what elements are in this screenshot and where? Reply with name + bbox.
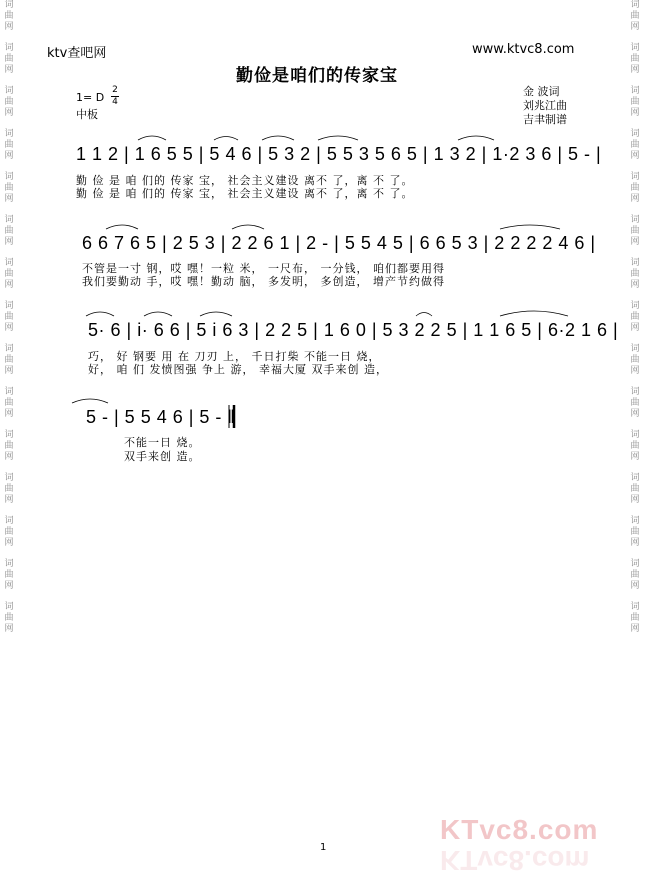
margin-glyph: 曲 bbox=[4, 484, 14, 494]
notation-line-2: 6 6 7 6 5 | 2 5 3 | 2 2 6 1 | 2 - | 5 5 4 5 | 6 6 5 3 | 2 2 2 2 4 6 | bbox=[82, 233, 596, 253]
margin-glyph: 词 bbox=[4, 387, 14, 397]
margin-glyph: 网 bbox=[630, 624, 640, 634]
margin-glyph: 网 bbox=[4, 624, 14, 634]
margin-glyph: 曲 bbox=[630, 54, 640, 64]
margin-glyph: 曲 bbox=[4, 312, 14, 322]
tempo-marking: 中板 bbox=[76, 108, 98, 121]
margin-glyph: 词 bbox=[630, 344, 640, 354]
notation-line-3: 5· 6 | i· 6 6 | 5 i 6 3 | 2 2 5 | 1 6 0 | 5 3 2 2 5 | 1 1 6 5 | 6·2 1 6 | bbox=[88, 320, 619, 340]
lyrics-line-1-verse-2: 勤 俭 是 咱 们的 传家 宝， 社会主义建设 离不 了，离 不 了。 bbox=[76, 187, 414, 200]
margin-glyph: 曲 bbox=[630, 484, 640, 494]
site-name-left: ktv查吧网 bbox=[47, 46, 107, 61]
margin-glyph: 网 bbox=[4, 151, 14, 161]
margin-glyph: 曲 bbox=[4, 355, 14, 365]
lyrics-line-1-verse-1: 勤 俭 是 咱 们的 传家 宝， 社会主义建设 离不 了，离 不 了。 bbox=[76, 174, 414, 187]
margin-glyph: 网 bbox=[630, 581, 640, 591]
margin-glyph: 曲 bbox=[4, 11, 14, 21]
margin-glyph: 词 bbox=[4, 344, 14, 354]
margin-glyph: 网 bbox=[4, 409, 14, 419]
margin-glyph: 词 bbox=[630, 129, 640, 139]
margin-glyph: 词 bbox=[4, 430, 14, 440]
lyrics-line-2-verse-1: 不管是一寸 钢，哎 嘿！一粒 米， 一尺布， 一分钱， 咱们都要用得 bbox=[82, 262, 445, 275]
margin-glyph: 网 bbox=[630, 65, 640, 75]
margin-glyph: 词 bbox=[4, 516, 14, 526]
margin-glyph: 曲 bbox=[630, 570, 640, 580]
margin-glyph: 曲 bbox=[630, 11, 640, 21]
margin-glyph: 网 bbox=[4, 495, 14, 505]
margin-glyph: 词 bbox=[4, 43, 14, 53]
margin-glyph: 网 bbox=[630, 452, 640, 462]
site-url-right: www.ktvc8.com bbox=[472, 42, 575, 57]
margin-glyph: 曲 bbox=[4, 140, 14, 150]
margin-glyph: 网 bbox=[630, 495, 640, 505]
margin-glyph: 网 bbox=[4, 22, 14, 32]
margin-glyph: 曲 bbox=[4, 613, 14, 623]
page-number: 1 bbox=[320, 842, 327, 853]
time-sig-top: 2 bbox=[112, 85, 118, 95]
margin-glyph: 网 bbox=[4, 452, 14, 462]
margin-glyph: 曲 bbox=[4, 398, 14, 408]
margin-glyph: 网 bbox=[4, 280, 14, 290]
margin-glyph: 词 bbox=[630, 387, 640, 397]
margin-glyph: 词 bbox=[4, 86, 14, 96]
margin-glyph: 词 bbox=[630, 602, 640, 612]
notation-credit: 吉聿制谱 bbox=[523, 113, 567, 126]
margin-glyph: 词 bbox=[4, 129, 14, 139]
margin-glyph: 曲 bbox=[630, 183, 640, 193]
margin-glyph: 曲 bbox=[630, 269, 640, 279]
margin-glyph: 词 bbox=[4, 473, 14, 483]
margin-glyph: 词 bbox=[630, 43, 640, 53]
margin-glyph: 词 bbox=[4, 172, 14, 182]
margin-glyph: 词 bbox=[4, 602, 14, 612]
margin-glyph: 曲 bbox=[630, 441, 640, 451]
margin-glyph: 曲 bbox=[630, 527, 640, 537]
notation-line-4: 5 - | 5 5 4 6 | 5 - ‖ bbox=[86, 407, 236, 427]
notation-line-1: 1 1 2 | 1 6 5 5 | 5 4 6 | 5 3 2 | 5 5 3 5 6 5 | 1 3 2 | 1·2 3 6 | 5 - | bbox=[76, 144, 602, 164]
margin-glyph: 词 bbox=[4, 301, 14, 311]
lyrics-line-3-verse-2: 好， 咱 们 发愤图强 争上 游， 幸福大厦 双手来创 造， bbox=[88, 363, 388, 376]
composer-credit: 刘兆江曲 bbox=[523, 99, 567, 112]
margin-glyph: 网 bbox=[630, 108, 640, 118]
margin-glyph: 网 bbox=[630, 22, 640, 32]
margin-glyph: 曲 bbox=[630, 613, 640, 623]
lyrics-line-3-verse-1: 巧， 好 钢要 用 在 刀刃 上， 千日打柴 不能一日 烧， bbox=[88, 350, 381, 363]
margin-glyph: 词 bbox=[4, 258, 14, 268]
time-sig-bottom: 4 bbox=[112, 97, 118, 107]
margin-glyph: 曲 bbox=[630, 97, 640, 107]
song-title: 勤俭是咱们的传家宝 bbox=[236, 66, 398, 86]
margin-glyph: 曲 bbox=[4, 527, 14, 537]
margin-glyph: 曲 bbox=[630, 226, 640, 236]
margin-glyph: 曲 bbox=[4, 570, 14, 580]
margin-glyph: 曲 bbox=[4, 97, 14, 107]
margin-glyph: 网 bbox=[4, 581, 14, 591]
margin-glyph: 网 bbox=[630, 237, 640, 247]
margin-glyph: 词 bbox=[630, 473, 640, 483]
margin-glyph: 词 bbox=[630, 430, 640, 440]
margin-glyph: 网 bbox=[4, 366, 14, 376]
lyricist-credit: 金 波词 bbox=[523, 85, 560, 98]
key-label: 1= D bbox=[76, 91, 105, 104]
margin-glyph: 词 bbox=[630, 301, 640, 311]
margin-glyph: 网 bbox=[4, 323, 14, 333]
margin-glyph: 词 bbox=[630, 215, 640, 225]
margin-glyph: 网 bbox=[630, 280, 640, 290]
margin-glyph: 曲 bbox=[4, 54, 14, 64]
margin-glyph: 曲 bbox=[630, 355, 640, 365]
margin-glyph: 词 bbox=[4, 0, 14, 10]
lyrics-line-2-verse-2: 我们要勤动 手，哎 嘿！勤动 脑， 多发明， 多创造， 增产节约做得 bbox=[82, 275, 445, 288]
margin-glyph: 曲 bbox=[630, 398, 640, 408]
margin-glyph: 曲 bbox=[4, 269, 14, 279]
margin-glyph: 网 bbox=[4, 194, 14, 204]
margin-glyph: 词 bbox=[630, 172, 640, 182]
lyrics-line-4-verse-1: 不能一日 烧。 bbox=[124, 436, 201, 449]
margin-glyph: 网 bbox=[630, 151, 640, 161]
margin-glyph: 网 bbox=[4, 237, 14, 247]
margin-glyph: 网 bbox=[4, 108, 14, 118]
margin-glyph: 词 bbox=[630, 258, 640, 268]
margin-glyph: 网 bbox=[630, 409, 640, 419]
margin-glyph: 曲 bbox=[4, 441, 14, 451]
margin-glyph: 词 bbox=[630, 0, 640, 10]
ktvc8-watermark: KTvc8.com bbox=[440, 814, 599, 845]
margin-glyph: 词 bbox=[630, 559, 640, 569]
margin-glyph: 网 bbox=[630, 366, 640, 376]
margin-glyph: 网 bbox=[630, 323, 640, 333]
margin-glyph: 词 bbox=[4, 215, 14, 225]
ktvc8-watermark-reflection: KTvc8.com bbox=[440, 845, 590, 876]
lyrics-line-4-verse-2: 双手来创 造。 bbox=[124, 450, 201, 463]
margin-glyph: 网 bbox=[630, 538, 640, 548]
margin-glyph: 词 bbox=[630, 516, 640, 526]
margin-glyph: 网 bbox=[4, 538, 14, 548]
margin-glyph: 网 bbox=[4, 65, 14, 75]
margin-glyph: 词 bbox=[4, 559, 14, 569]
margin-glyph: 曲 bbox=[630, 312, 640, 322]
margin-glyph: 曲 bbox=[4, 183, 14, 193]
margin-glyph: 词 bbox=[630, 86, 640, 96]
margin-glyph: 曲 bbox=[630, 140, 640, 150]
margin-glyph: 曲 bbox=[4, 226, 14, 236]
margin-glyph: 网 bbox=[630, 194, 640, 204]
